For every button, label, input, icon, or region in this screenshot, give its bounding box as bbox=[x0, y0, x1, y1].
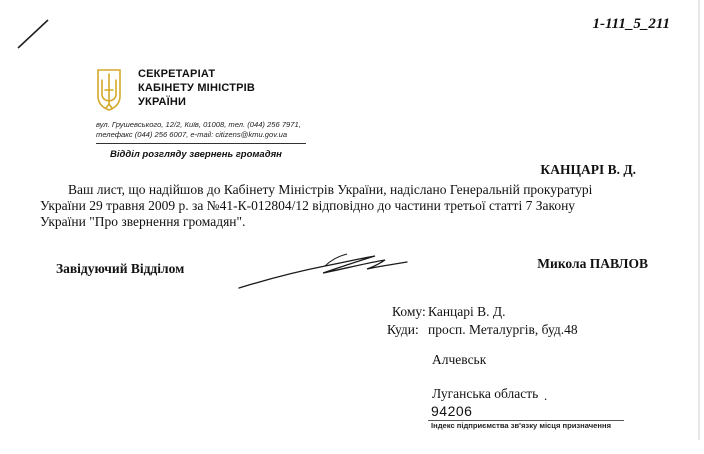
where-label: Куди: bbox=[387, 322, 419, 337]
signer-name: Микола ПАВЛОВ bbox=[537, 256, 648, 271]
handwritten-signature bbox=[235, 242, 415, 292]
body-line: Ваш лист, що надійшов до Кабінету Міністрів України, надіслано Генеральній прокуратурі bbox=[68, 182, 593, 197]
organization-contacts bbox=[96, 120, 301, 140]
org-name-line: СЕКРЕТАРІАТ bbox=[138, 68, 216, 80]
contacts-line: вул. Грушевського, 12/2, Київ, 01008, тел. (044) 256 7971, bbox=[96, 120, 301, 129]
department-name: Відділ розгляду звернень громадян bbox=[110, 149, 282, 160]
to-label: Кому: bbox=[392, 304, 426, 319]
region: Луганська область bbox=[432, 386, 539, 401]
addressee: КАНЦАРІ В. Д. bbox=[540, 162, 636, 177]
org-name-line: УКРАЇНИ bbox=[138, 96, 187, 108]
document-id: 1-111_5_211 bbox=[592, 16, 670, 32]
city: Алчевськ bbox=[432, 352, 487, 367]
organization-name bbox=[138, 67, 255, 109]
letter-body bbox=[40, 182, 670, 230]
body-line: України 29 травня 2009 р. за №41-К-012804/12 відповідно до частини третьої статті 7 Закону bbox=[40, 198, 576, 213]
region-dot: . bbox=[544, 388, 548, 403]
contacts-line: телефакс (044) 256 6007, e-mail: citizens@kmu.gov.ua bbox=[96, 130, 288, 139]
to-value: Канцарі В. Д. bbox=[428, 304, 506, 319]
coat-of-arms-icon bbox=[96, 68, 122, 112]
scan-corner-mark bbox=[14, 16, 54, 52]
org-name-line: КАБІНЕТУ МІНІСТРІВ bbox=[138, 82, 256, 94]
signer-position: Завідуючий Відділом bbox=[56, 261, 185, 276]
where-value: просп. Металургів, буд.48 bbox=[428, 322, 578, 337]
postcode: 94206 bbox=[431, 403, 473, 419]
postcode-caption: Індекс підприємства зв'язку місця призначення bbox=[431, 421, 612, 430]
scan-edge-line bbox=[696, 0, 702, 440]
body-line: України "Про звернення громадян". bbox=[40, 214, 246, 229]
letterhead-divider bbox=[96, 143, 306, 144]
